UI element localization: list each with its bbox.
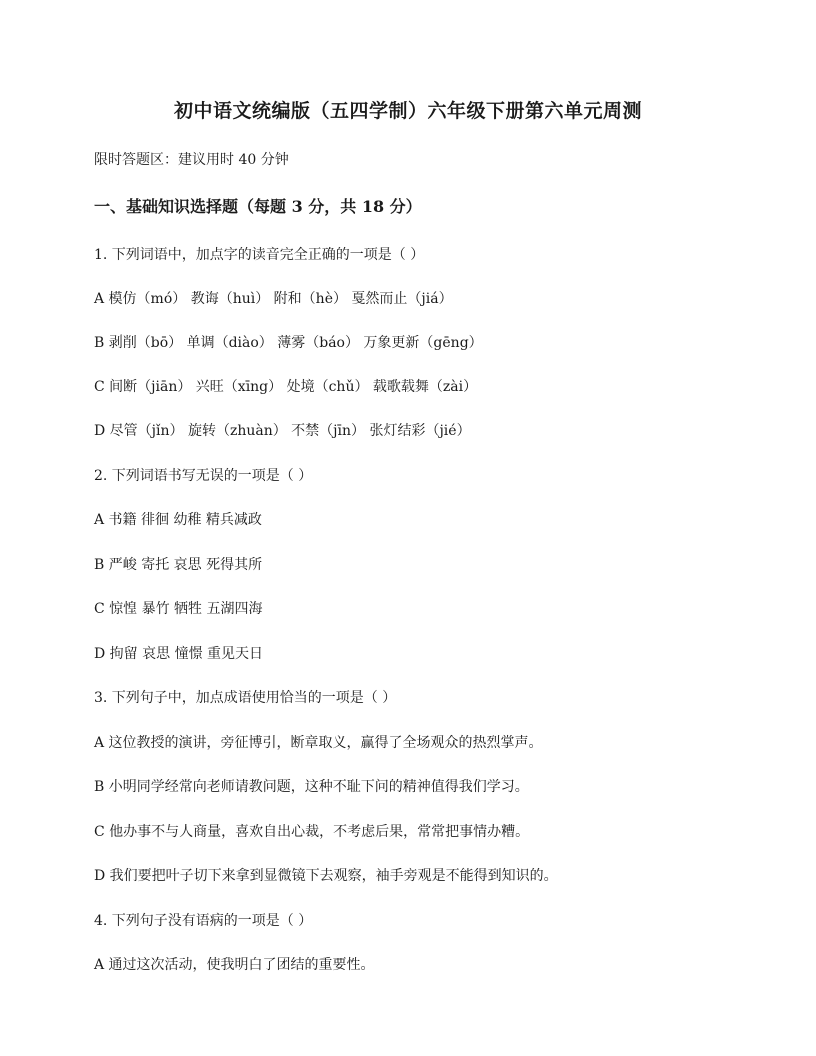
question-3-option-d: D 我们要把叶子切下来拿到显微镜下去观察，袖手旁观是不能得到知识的。: [94, 868, 558, 884]
question-4-option-a: A 通过这次活动，使我明白了团结的重要性。: [94, 957, 375, 973]
question-3-stem: 3. 下列句子中，加点成语使用恰当的一项是（ ）: [94, 690, 397, 706]
question-1-option-a: A 模仿（mó） 教诲（huì） 附和（hè） 戛然而止（jiá）: [94, 291, 453, 307]
question-3-option-b: B 小明同学经常向老师请教问题，这种不耻下问的精神值得我们学习。: [94, 779, 529, 795]
question-4-stem: 4. 下列句子没有语病的一项是（ ）: [94, 913, 313, 929]
question-2-stem: 2. 下列词语书写无误的一项是（ ）: [94, 468, 313, 484]
question-2-option-a: A 书籍 徘徊 幼稚 精兵减政: [94, 512, 262, 528]
question-2-option-b: B 严峻 寄托 哀思 死得其所: [94, 557, 263, 573]
question-1-option-d: D 尽管（jǐn） 旋转（zhuàn） 不禁（jīn） 张灯结彩（jié）: [94, 423, 471, 439]
question-3-option-a: A 这位教授的演讲，旁征博引，断章取义，赢得了全场观众的热烈掌声。: [94, 735, 543, 751]
question-3-option-c: C 他办事不与人商量，喜欢自出心裁，不考虑后果，常常把事情办糟。: [94, 824, 530, 840]
question-1-stem: 1. 下列词语中，加点字的读音完全正确的一项是（ ）: [94, 247, 425, 263]
section-heading: 一、基础知识选择题（每题 3 分，共 18 分）: [94, 197, 422, 216]
question-1-option-c: C 间断（jiān） 兴旺（xīng） 处境（chǔ） 载歌载舞（zài）: [94, 379, 478, 395]
question-2-option-c: C 惊惶 暴竹 牺牲 五湖四海: [94, 601, 263, 617]
question-1-option-b: B 剥削（bō） 单调（diào） 薄雾（báo） 万象更新（gēng）: [94, 335, 483, 351]
time-limit-note: 限时答题区：建议用时 40 分钟: [94, 152, 289, 168]
document-title: 初中语文统编版（五四学制）六年级下册第六单元周测: [173, 100, 642, 122]
question-2-option-d: D 拘留 哀思 憧憬 重见天日: [94, 646, 264, 662]
